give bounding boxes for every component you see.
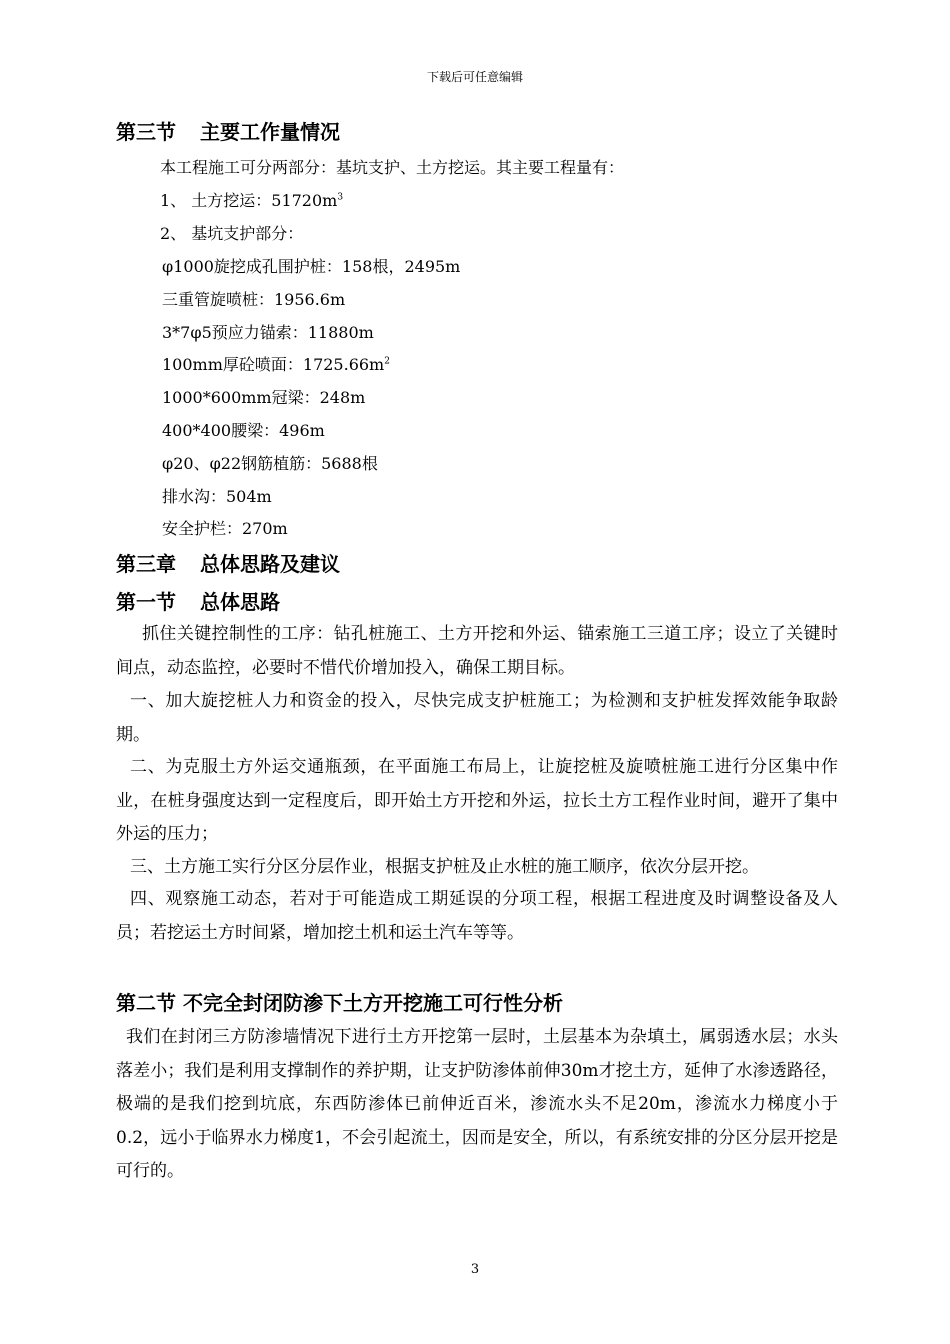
paragraph: 我们在封闭三方防渗墙情况下进行土方开挖第一层时，土层基本为杂填土，属弱透水层；水头落差小；我们是利用支撑制作的养护期，让支护防渗体前伸30m才挖土方，延伸了水渗透路径，极端的是我们挖到坑底，东西防渗体已前伸近百米，渗流水头不足20m，渗流水力梯度小于0.2，远小于临界水力梯度1，不会引起流土，因而是安全，所以，有系统安排的分区分层开挖是可行的。 — [116, 1027, 838, 1182]
section-number: 第一节 — [116, 590, 176, 614]
chapter-heading — [116, 548, 340, 577]
workload-intro: 本工程施工可分两部分：基坑支护、土方挖运。其主要工程量有： — [160, 158, 625, 177]
list-item: φ20、φ22钢筋植筋：5688根 — [162, 454, 378, 473]
list-item: 排水沟：504m — [162, 487, 272, 506]
section-heading-overall — [116, 586, 280, 615]
paragraph: 三、土方施工实行分区分层作业，根据支护桩及止水桩的施工顺序，依次分层开挖。 — [130, 857, 759, 877]
paragraph: 一、加大旋挖桩人力和资金的投入，尽快完成支护桩施工；为检测和支护桩发挥效能争取龄期。 — [116, 691, 838, 745]
section-number: 第三节 — [116, 120, 176, 144]
list-item: 1000*600mm冠梁：248m — [162, 388, 366, 407]
section-title: 总体思路 — [200, 590, 280, 614]
superscript: 3 — [337, 192, 344, 203]
workload-item-1: 1、 土方挖运：$51720m^3$ — [160, 191, 344, 210]
superscript: 2 — [384, 356, 390, 367]
chapter-number: 第三章 — [116, 552, 176, 576]
paragraph: 四、观察施工动态，若对于可能造成工期延误的分项工程，根据工程进度及时调整设备及人员；若挖运土方时间紧，增加挖土机和运土汽车等等。 — [116, 889, 838, 943]
list-item: φ1000旋挖成孔围护桩：158根，2495m — [162, 257, 461, 276]
page-header: 下载后可任意编辑 — [426, 70, 523, 84]
list-item: 安全护栏：270m — [162, 519, 288, 538]
list-item: 三重管旋喷桩：1956.6m — [162, 290, 346, 309]
list-item: 100mm厚砼喷面：$1725.66m^2$ — [162, 355, 390, 374]
chapter-title: 总体思路及建议 — [200, 552, 340, 576]
page-number: 3 — [470, 1262, 480, 1277]
list-item: 3*7φ5预应力锚索：11880m — [162, 323, 374, 342]
section-heading-workload — [116, 116, 340, 145]
list-item: 400*400腰梁：496m — [162, 421, 325, 440]
paragraph: 抓住关键控制性的工序：钻孔桩施工、土方开挖和外运、锚索施工三道工序；设立了关键时间点，动态监控，必要时不惜代价增加投入，确保工期目标。 — [116, 624, 838, 678]
paragraph: 二、为克服土方外运交通瓶颈，在平面施工布局上，让旋挖桩及旋喷桩施工进行分区集中作业，在桩身强度达到一定程度后，即开始土方开挖和外运，拉长土方工程作业时间，避开了集中外运的压力； — [116, 757, 838, 845]
section-title: 主要工作量情况 — [200, 120, 340, 144]
section-heading-feasibility: 第二节 不完全封闭防渗下土方开挖施工可行性分析 — [116, 991, 563, 1015]
workload-item-2: 2、 基坑支护部分： — [160, 224, 304, 243]
